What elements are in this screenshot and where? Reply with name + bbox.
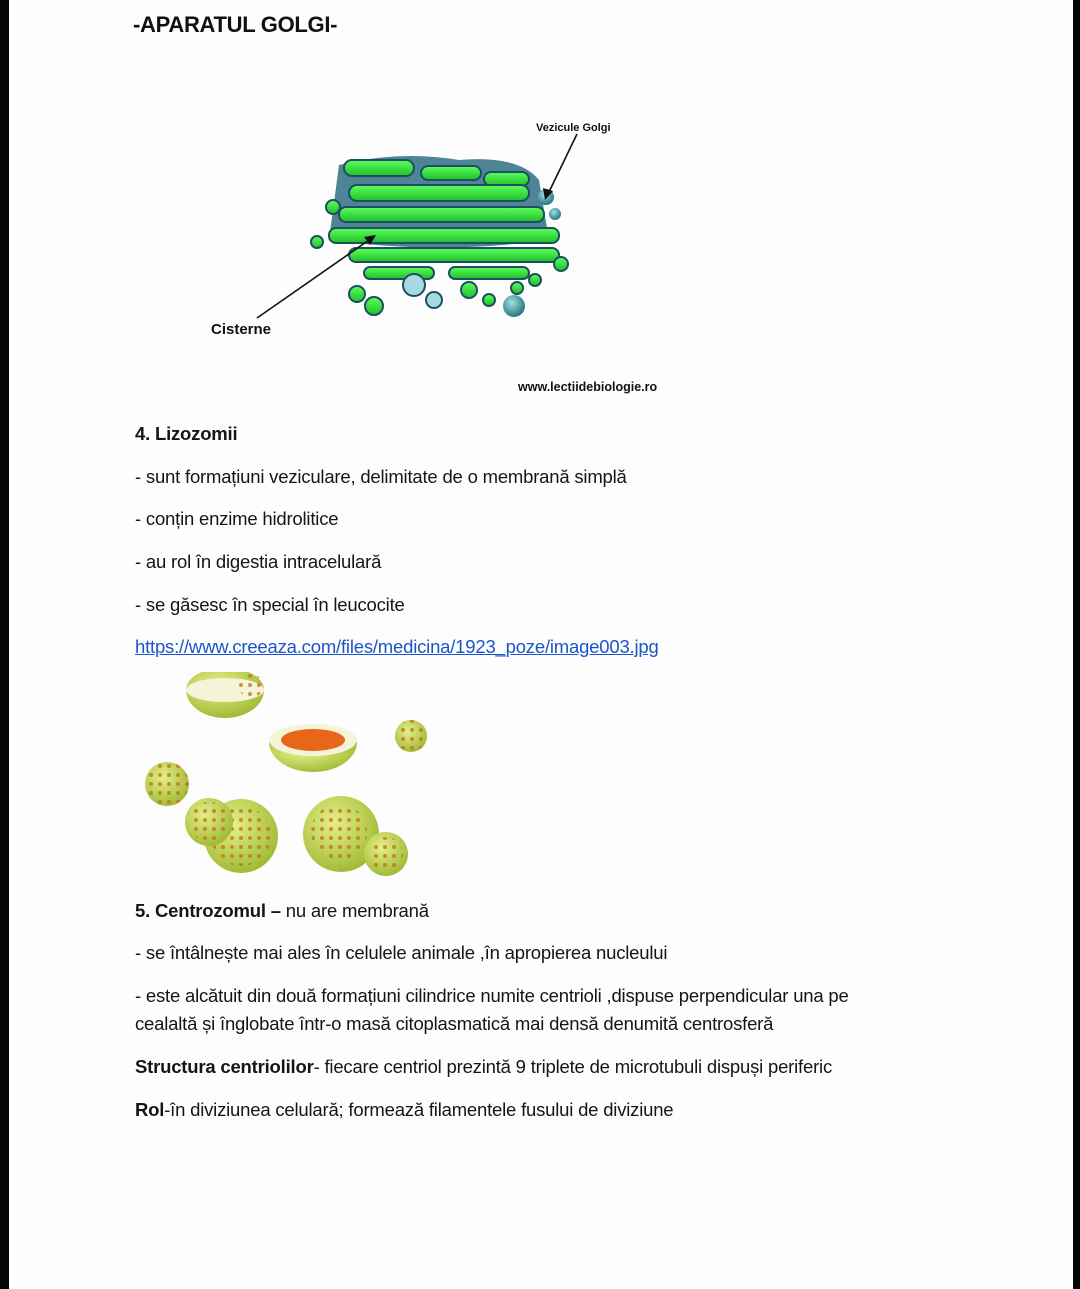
page-title: -APARATUL GOLGI- (133, 12, 338, 37)
centrosome-bullet: - se întâlnește mai ales în celulele animale ,în apropierea nucleului (135, 942, 668, 963)
role-text: -în diviziunea celulară; formează filamentele fusului de diviziune (164, 1099, 674, 1120)
image-source-link[interactable]: https://www.creeaza.com/files/medicina/1923_poze/image003.jpg (135, 636, 659, 657)
document-page (9, 0, 1073, 1289)
centrosome-bullet: - este alcătuit din două formațiuni cilindrice numite centrioli ,dispuse perpendicular una pe (135, 985, 849, 1006)
centrosome-heading-bold: 5. Centrozomul – (135, 900, 281, 921)
golgi-apparatus-illustration (199, 110, 669, 410)
centrosome-role (135, 1099, 673, 1121)
vesicles-label: Vezicule Golgi (536, 122, 611, 134)
figure-credit: www.lectiidebiologie.ro (518, 380, 658, 394)
lysosome-bullet: - se găsesc în special în leucocite (135, 594, 405, 615)
centrosome-bullet-continued: cealaltă și înglobate într-o masă citoplasmatică mai densă denumită centrosferă (135, 1013, 774, 1034)
role-label: Rol (135, 1099, 165, 1120)
section-heading-lysosomes: 4. Lizozomii (135, 423, 238, 444)
structure-label: Structura centriolilor (135, 1056, 314, 1077)
centrosome-heading-rest: nu are membrană (280, 900, 429, 921)
lysosome-bullet: - sunt formațiuni veziculare, delimitate de o membrană simplă (135, 466, 627, 487)
lysosome-bullet: - conțin enzime hidrolitice (135, 508, 339, 529)
section-heading-centrosome (135, 900, 429, 922)
centriole-structure (135, 1056, 832, 1078)
structure-text: - fiecare centriol prezintă 9 triplete de microtubuli dispuși periferic (313, 1056, 833, 1077)
golgi-figure (199, 110, 669, 410)
lysosome-figure (129, 672, 439, 882)
lysosome-illustration (129, 672, 439, 882)
lysosome-bullet: - au rol în digestia intracelulară (135, 551, 382, 572)
cisterns-label: Cisterne (211, 321, 272, 338)
